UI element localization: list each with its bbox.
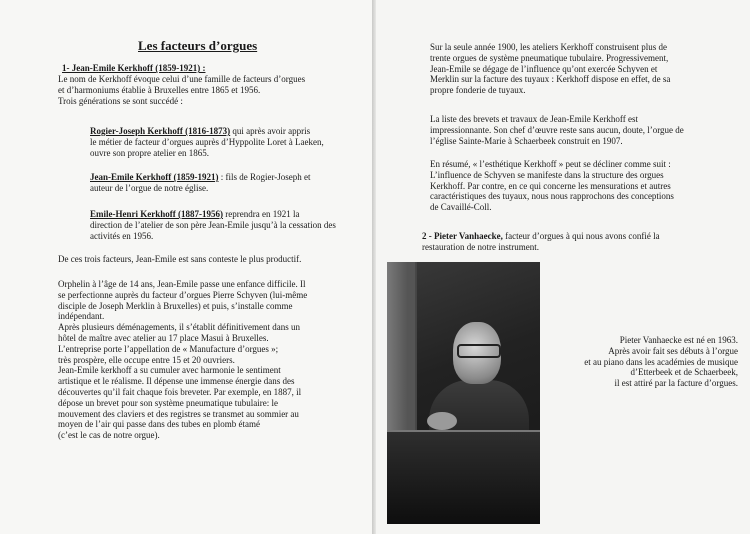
text-line: artistique et le réalisme. Il dépense une immense énergie dans des [58, 376, 295, 387]
productive-note: De ces trois facteurs, Jean-Emile est sans conteste le plus productif. [58, 254, 302, 264]
text-line: ouvre son propre atelier en 1865. [90, 147, 209, 158]
portrait-photo [387, 262, 540, 524]
text-line: auteur de l’orgue de notre église. [90, 183, 209, 193]
caption-line: et au piano dans les académies de musique [584, 356, 738, 367]
caption-line: Pieter Vanhaecke est né en 1963. [619, 335, 738, 345]
text-line: Après plusieurs déménagements, il s’établit définitivement dans un [58, 322, 300, 333]
generation-rogier-joseph-details [90, 137, 324, 159]
caption-line: il est attiré par la facture d’orgues. [614, 378, 738, 389]
generation-jean-emile-details [90, 183, 208, 194]
text-line: Merklin sur la facture des tuyaux : Kerkhoff dispose en effet, de sa [430, 74, 671, 85]
text-line: trente orgues de système pneumatique tubulaire. Progressivement, [430, 52, 669, 63]
text-line: Orphelin à l’âge de 14 ans, Jean-Emile passe une enfance difficile. Il [58, 279, 306, 289]
section-1-intro [58, 74, 305, 106]
workshop-paragraph [430, 42, 670, 96]
text-line: impressionnante. Son chef d’œuvre reste sans aucun, doute, l’orgue de [430, 124, 684, 135]
patents-paragraph [430, 114, 684, 146]
page-title: Les facteurs d’orgues [138, 38, 258, 53]
text-line: disciple de Joseph Merklin à Bruxelles) et puis, s’installe comme [58, 300, 293, 311]
text-line: se perfectionne auprès du facteur d’orgues Pierre Schyven (lui-même [58, 289, 308, 300]
text-line: Kerkhoff. Par contre, en ce qui concerne les mensurations et autres [430, 180, 671, 191]
generation-jean-emile: Jean-Emile Kerkhoff (1859-1921) : fils de Rogier-Joseph et [90, 172, 311, 182]
generation-emile-henri: Emile-Henri Kerkhoff (1887-1956) reprendra en 1921 la [90, 209, 300, 219]
text-line: propre fonderie de tuyaux. [430, 85, 526, 96]
section-2-subline: restauration de notre instrument. [422, 242, 539, 252]
biography-paragraph [58, 279, 307, 441]
text-line: En résumé, « l’esthétique Kerkhoff » peut se décliner comme suit : [430, 159, 671, 169]
text-line: La liste des brevets et travaux de Jean-Emile Kerkhoff est [430, 114, 639, 124]
text-line: L’influence de Schyven se manifeste dans la structure des orgues [430, 169, 664, 180]
section-1-heading: 1- Jean-Emile Kerkhoff (1859-1921) : [62, 63, 206, 73]
text-line: et d’harmoniums établie à Bruxelles entre 1865 et 1956. [58, 84, 261, 95]
text-line: très prospère, elle occupe entre 15 et 20 ouvriers. [58, 354, 235, 365]
text-line: Sur la seule année 1900, les ateliers Kerkhoff construisent plus de [430, 42, 668, 52]
text-line: mouvement des claviers et des registres se transmet au sommier au [58, 408, 299, 419]
generation-emile-henri-details [90, 220, 336, 242]
caption-line: Après avoir fait ses débuts à l’orgue [608, 345, 738, 356]
text-line: de Cavaillé-Coll. [430, 202, 492, 213]
text-line: découvertes qu’il fait chaque fois breveter. Par exemple, en 1887, il [58, 386, 302, 397]
text-line: Jean-Emile se dégage de l’influence qu’ont exercée Schyven et [430, 63, 658, 74]
portrait-caption [560, 335, 738, 389]
left-page [0, 0, 372, 534]
text-line: dépose un brevet pour son système pneumatique tubulaire: le [58, 397, 278, 408]
text-line: direction de l’atelier de son père Jean-Emile jusqu’à la cessation des [90, 220, 336, 230]
text-line: caractéristiques des tuyaux, nous nous rapprochons des conceptions [430, 191, 674, 202]
text-line: (c’est le cas de notre orgue). [58, 430, 160, 441]
text-line: l’église Sainte-Marie à Schaerbeek construit en 1907. [430, 135, 623, 146]
text-line: L’entreprise porte l’appellation de « Manufacture d’orgues »; [58, 343, 279, 354]
text-line: moyen de l’air qui passe dans des tubes en plomb étamé [58, 419, 260, 430]
text-line: le métier de facteur d’orgues auprès d’Hyppolite Loret à Laeken, [90, 137, 324, 147]
text-line: hôtel de maître avec atelier au 17 place Masui à Bruxelles. [58, 332, 269, 343]
text-line: Le nom de Kerkhoff évoque celui d’une famille de facteurs d’orgues [58, 74, 306, 84]
text-line: Trois générations se sont succédé : [58, 95, 183, 106]
aesthetic-paragraph [430, 159, 674, 213]
text-line: Jean-Emile kerkhoff a su cumuler avec harmonie le sentiment [58, 365, 281, 376]
text-line: indépendant. [58, 311, 105, 322]
section-2-heading: 2 - Pieter Vanhaecke, facteur d’orgues à qui nous avons confié la [422, 231, 660, 241]
caption-line: d’Etterbeek et de Schaerbeek, [630, 367, 738, 378]
generation-rogier-joseph: Rogier-Joseph Kerkhoff (1816-1873) qui après avoir appris [90, 126, 311, 136]
text-line: activités en 1956. [90, 230, 154, 241]
